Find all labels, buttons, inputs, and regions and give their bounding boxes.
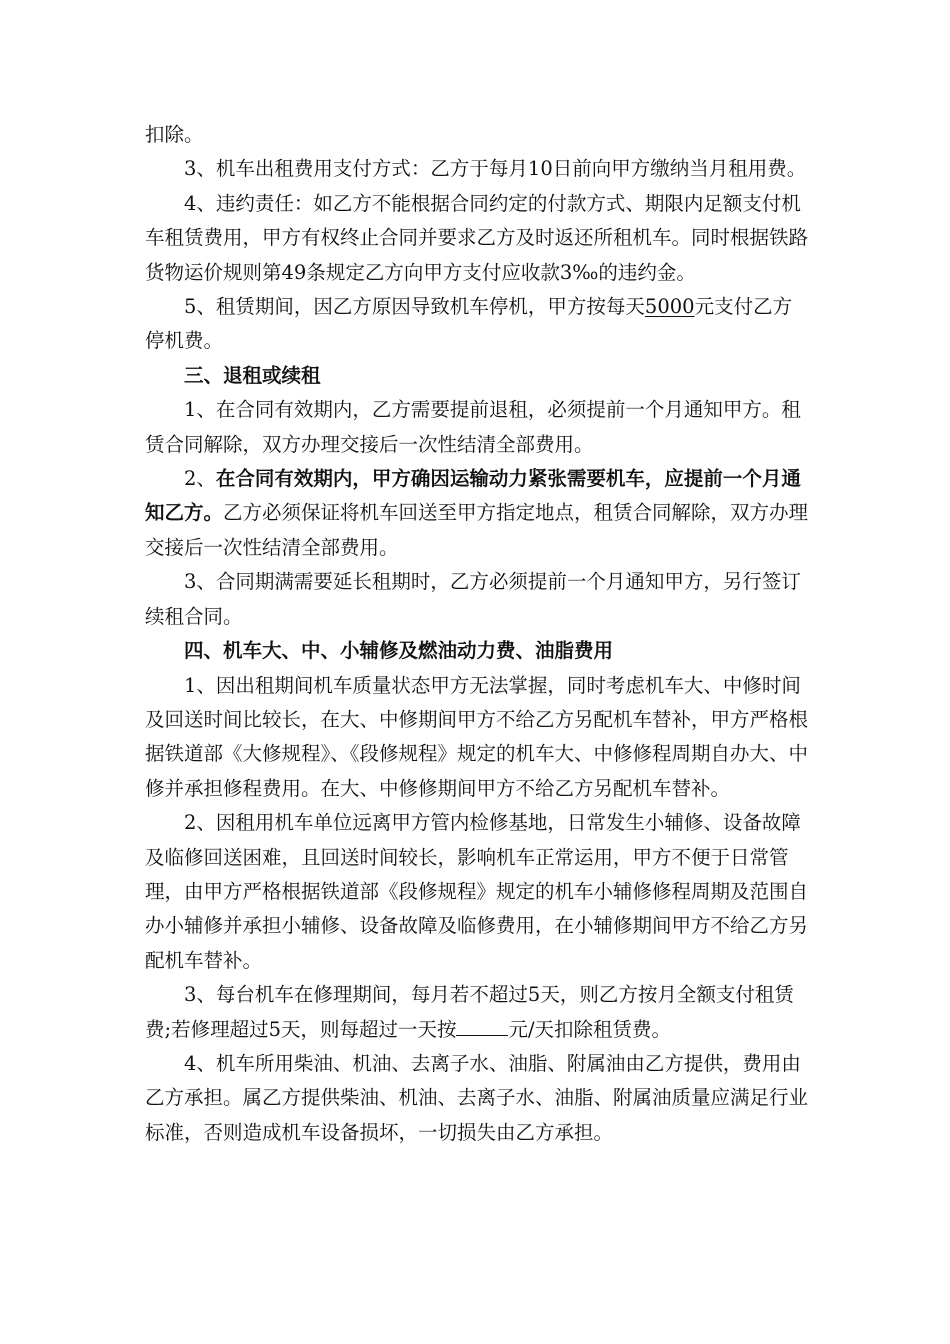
recall-number: 2、 xyxy=(184,467,216,491)
paragraph-fuel-supply: 4、机车所用柴油、机油、去离子水、油脂、附属油由乙方提供，费用由乙方承担。属乙方提供柴油、机油、去离子水、油脂、附属油质量应满足行业标准，否则造成机车设备损坏，一切损失由乙方承担。 xyxy=(145,1051,809,1144)
downtime-fee-text-a: 5、租赁期间，因乙方原因导致机车停机，甲方按每天 xyxy=(184,295,645,319)
recall-bold-text: 在合同有效期内，甲方确因运输动力紧张需要机车，应提前一个月通知乙方。 xyxy=(145,467,801,525)
paragraph-breach-liability: 4、违约责任：如乙方不能根据合同约定的付款方式、期限内足额支付机车租赁费用，甲方有权终止合同并要求乙方及时返还所租机车。同时根据铁路货物运价规则第49条规定乙方向甲方支付应收款3‰的违约金。 xyxy=(145,191,809,284)
recall-rest-text: 乙方必须保证将机车回送至甲方指定地点，租赁合同解除，双方办理交接后一次性结清全部费用。 xyxy=(145,501,809,559)
repair-deduction-text-b: 元/天扣除租赁费。 xyxy=(508,1017,672,1041)
paragraph-minor-repair: 2、因租用机车单位远离甲方管内检修基地，日常发生小辅修、设备故障及临修回送困难，且回送时间较长，影响机车正常运用，甲方不便于日常管理，由甲方严格根据铁道部《段修规程》规定的机车小辅修修程周期及范围自办小辅修并承担小辅修、设备故障及临修费用，在小辅修期间甲方不给乙方另配机车替补。 xyxy=(145,811,809,972)
downtime-fee-amount: 5000 xyxy=(644,295,695,319)
repair-deduction-text-a: 3、每台机车在修理期间，每月若不超过5天，则乙方按月全额支付租赁费;若修理超过5天，则每超过一天按 xyxy=(145,983,794,1041)
section-heading-4: 四、机车大、中、小辅修及燃油动力费、油脂费用 xyxy=(184,639,614,663)
paragraph-renewal: 3、合同期满需要延长租期时，乙方必须提前一个月通知甲方，另行签订续租合同。 xyxy=(145,570,801,628)
paragraph-downtime-fee xyxy=(145,290,810,359)
downtime-fee-text-b: 元支付乙方停机费。 xyxy=(145,295,793,353)
paragraph-continuation: 扣除。 xyxy=(145,123,204,146)
paragraph-party-a-recall xyxy=(145,462,810,565)
paragraph-payment-method: 3、机车出租费用支付方式：乙方于每月10日前向甲方缴纳当月租用费。 xyxy=(184,157,807,181)
document-body xyxy=(145,118,810,1150)
fill-in-blank xyxy=(456,1017,508,1036)
paragraph-early-termination: 1、在合同有效期内，乙方需要提前退租，必须提前一个月通知甲方。租赁合同解除，双方办理交接后一次性结清全部费用。 xyxy=(145,398,801,456)
section-heading-3: 三、退租或续租 xyxy=(184,363,321,387)
paragraph-repair-deduction xyxy=(145,978,810,1047)
paragraph-major-repair: 1、因出租期间机车质量状态甲方无法掌握，同时考虑机车大、中修时间及回送时间比较长，在大、中修期间甲方不给乙方另配机车替补，甲方严格根据铁道部《大修规程》、《段修规程》规定的机车大、中修修程周期自办大、中修并承担修程费用。在大、中修修期间甲方不给乙方另配机车替补。 xyxy=(145,673,809,800)
